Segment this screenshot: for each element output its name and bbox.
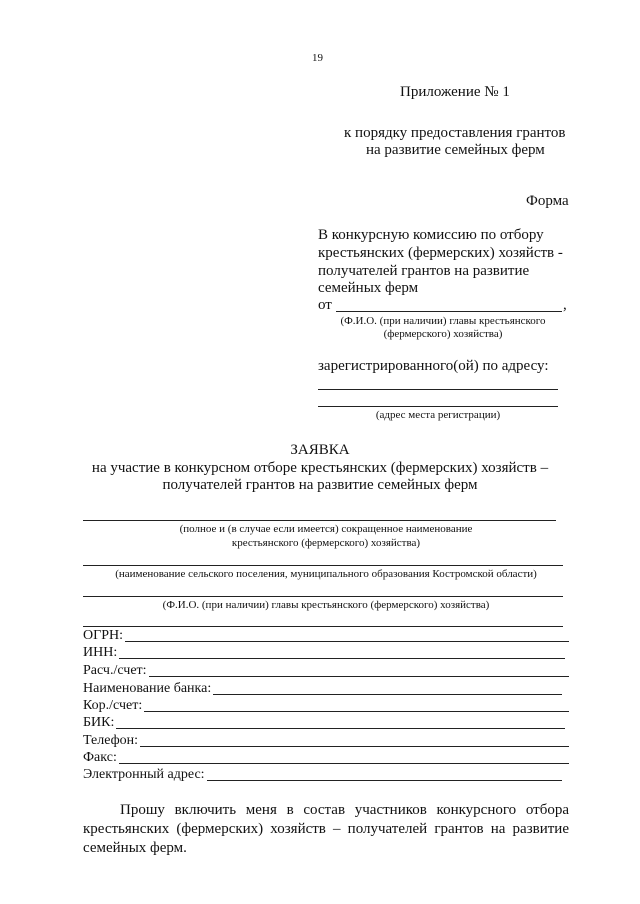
field-fax (83, 750, 569, 766)
field-phone-input[interactable] (140, 746, 569, 747)
field-ogrn-label: ОГРН: (83, 628, 123, 643)
from-suffix: , (563, 297, 567, 313)
settlement-caption: (наименование сельского поселения, муниципального образования Костромской области) (115, 568, 537, 580)
field-fax-label: Факс: (83, 750, 117, 765)
field-phone (83, 733, 569, 749)
request-paragraph: Прошу включить меня в состав участников конкурсного отбора крестьянских (фермерских) хозяйств – получателей грантов на развитие семейных ферм. (83, 802, 569, 856)
appendix-reference-line2: на развитие семейных ферм (366, 142, 545, 158)
head-fio-caption: (Ф.И.О. (при наличии) главы крестьянского (фермерского) хозяйства) (162, 599, 490, 611)
addressee-line3: получателей грантов на развитие (318, 263, 530, 279)
field-bank-name (83, 681, 562, 697)
application-subtitle-line2: получателей грантов на развитие семейных ферм (162, 477, 478, 493)
appendix-reference-line1: к порядку предоставления грантов (344, 125, 566, 141)
addressee-line4: семейных ферм (318, 280, 419, 296)
application-subtitle-line1: на участие в конкурсном отборе крестьянских (фермерских) хозяйств – (91, 460, 549, 476)
registered-label: зарегистрированного(ой) по адресу: (318, 358, 549, 374)
field-bik-input[interactable] (116, 728, 565, 729)
field-inn-label: ИНН: (83, 645, 118, 660)
field-bank-name-label: Наименование банка: (83, 681, 212, 696)
fio-caption-line1: (Ф.И.О. (при наличии) главы крестьянского (340, 315, 546, 327)
farm-name-caption-line2: крестьянского (фермерского) хозяйства) (231, 537, 421, 549)
fio-caption-line2: (фермерского) хозяйства) (383, 328, 503, 340)
head-fio-line[interactable] (83, 596, 563, 597)
application-title: ЗАЯВКА (290, 442, 350, 458)
field-email (83, 767, 562, 783)
from-prefix: от (318, 297, 332, 313)
field-ogrn (83, 628, 569, 644)
field-email-input[interactable] (207, 780, 562, 781)
address-line1[interactable] (318, 389, 558, 390)
field-inn (83, 645, 565, 661)
page-number: 19 (312, 52, 323, 64)
field-email-label: Электронный адрес: (83, 767, 205, 782)
farm-name-caption-line1: (полное и (в случае если имеется) сокращенное наименование (179, 523, 473, 535)
addressee-line2: крестьянских (фермерских) хозяйств - (318, 245, 563, 261)
from-fio-line[interactable] (336, 311, 562, 312)
field-inn-input[interactable] (119, 658, 565, 659)
form-label: Форма (526, 193, 569, 209)
field-account (83, 663, 569, 679)
field-corr-account (83, 698, 569, 714)
field-corr-account-input[interactable] (144, 711, 569, 712)
farm-name-line[interactable] (83, 520, 556, 521)
settlement-line[interactable] (83, 565, 563, 566)
appendix-title: Приложение № 1 (400, 84, 510, 100)
addressee-line1: В конкурсную комиссию по отбору (318, 227, 544, 243)
address-caption: (адрес места регистрации) (375, 409, 501, 421)
field-account-input[interactable] (149, 676, 569, 677)
address-line2[interactable] (318, 406, 558, 407)
field-bik-label: БИК: (83, 715, 115, 730)
field-fax-input[interactable] (119, 763, 569, 764)
extra-line[interactable] (83, 626, 563, 627)
field-corr-account-label: Кор./счет: (83, 698, 143, 713)
field-ogrn-input[interactable] (125, 641, 569, 642)
field-account-label: Расч./счет: (83, 663, 147, 678)
field-phone-label: Телефон: (83, 733, 139, 748)
field-bank-name-input[interactable] (213, 694, 562, 695)
field-bik (83, 715, 565, 731)
